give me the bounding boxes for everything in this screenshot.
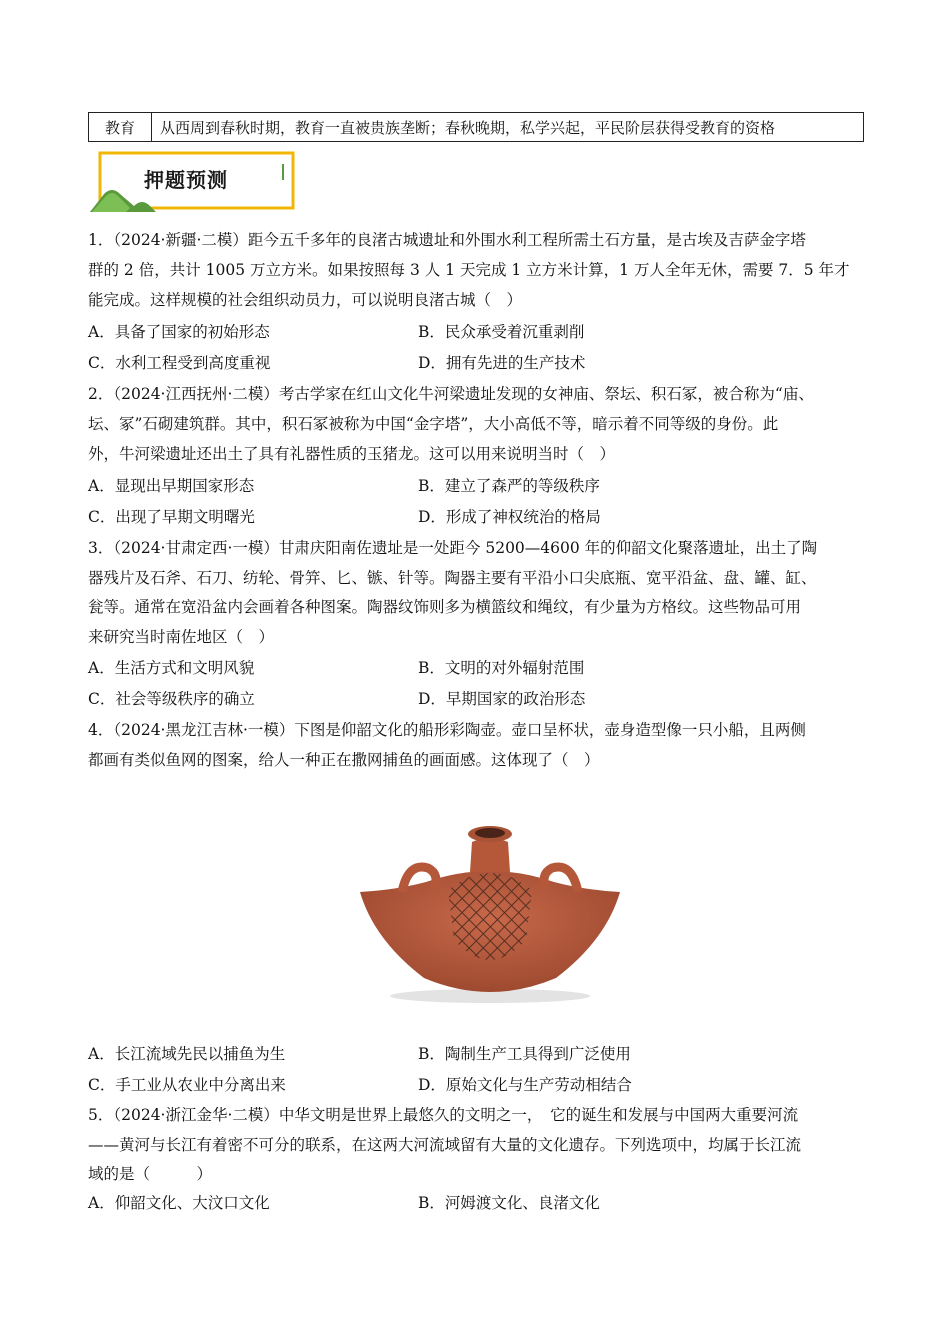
q5-line-1: 5．（2024·浙江金华·二模）中华文明是世界上最悠久的文明之一， 它的诞生和发展与中国两大重要河流: [88, 1106, 799, 1124]
q1-option-c[interactable]: C．水利工程受到高度重视: [88, 354, 271, 372]
q3-option-a[interactable]: A．生活方式和文明风貌: [88, 659, 255, 677]
q1-option-b[interactable]: B．民众承受着沉重剥削: [418, 323, 585, 341]
q5-line-2: ——黄河与长江有着密不可分的联系，在这两大河流域留有大量的文化遗存。下列选项中，均属于长江流: [88, 1136, 802, 1154]
pottery-pot-icon: [356, 820, 624, 1008]
q5-option-a[interactable]: A．仰韶文化、大汶口文化: [88, 1194, 270, 1212]
q1-line-3: 能完成。这样规模的社会组织动员力，可以说明良渚古城（ ）: [88, 291, 523, 309]
q2-option-a[interactable]: A．显现出早期国家形态: [88, 477, 255, 495]
table-label-cell: 教育: [89, 113, 152, 141]
q3-line-2: 器残片及石斧、石刀、纺轮、骨笄、匕、镞、针等。陶器主要有平沿小口尖底瓶、宽平沿盆、盘、罐、缸、: [88, 569, 817, 587]
q1-option-a[interactable]: A．具备了国家的初始形态: [88, 323, 270, 341]
q4-option-d[interactable]: D．原始文化与生产劳动相结合: [418, 1076, 632, 1094]
q3-option-b[interactable]: B．文明的对外辐射范围: [418, 659, 585, 677]
q2-option-b[interactable]: B．建立了森严的等级秩序: [418, 477, 600, 495]
q2-line-2: 坛、冢”石砌建筑群。其中，积石冢被称为中国“金字塔”，大小高低不等，暗示着不同等级的身份。此: [88, 415, 779, 433]
q2-option-d[interactable]: D．形成了神权统治的格局: [418, 508, 601, 526]
section-banner: [90, 150, 296, 212]
q3-line-4: 来研究当时南佐地区（ ）: [88, 628, 275, 646]
banner-title: 押题预测: [144, 168, 228, 192]
q1-line-2: 群的 2 倍，共计 1005 万立方米。如果按照每 3 人 1 天完成 1 立方米计算，1 万人全年无休，需要 7．5 年才: [88, 261, 850, 279]
q4-option-c[interactable]: C．手工业从农业中分离出来: [88, 1076, 286, 1094]
q3-option-d[interactable]: D．早期国家的政治形态: [418, 690, 586, 708]
q4-option-a[interactable]: A．长江流域先民以捕鱼为生: [88, 1045, 286, 1063]
q1-option-d[interactable]: D．拥有先进的生产技术: [418, 354, 586, 372]
q3-line-3: 瓮等。通常在宽沿盆内会画着各种图案。陶器纹饰则多为横篮纹和绳纹，有少量为方格纹。这些物品可用: [88, 598, 802, 616]
table-content-cell: 从西周到春秋时期，教育一直被贵族垄断；春秋晚期，私学兴起，平民阶层获得受教育的资格: [160, 118, 776, 137]
q3-option-c[interactable]: C．社会等级秩序的确立: [88, 690, 255, 708]
q2-line-3: 外，牛河梁遗址还出土了具有礼器性质的玉猪龙。这可以用来说明当时（ ）: [88, 445, 616, 463]
q4-line-2: 都画有类似鱼网的图案，给人一种正在撒网捕鱼的画面感。这体现了（ ）: [88, 751, 600, 769]
education-table-row: [88, 112, 864, 142]
q2-line-1: 2．（2024·江西抚州·二模）考古学家在红山文化牛河梁遗址发现的女神庙、祭坛、积石冢，被合称为“庙、: [88, 385, 814, 403]
q3-line-1: 3．（2024·甘肃定西·一模）甘肃庆阳南佐遗址是一处距今 5200—4600 年的仰韶文化聚落遗址，出土了陶: [88, 539, 818, 557]
boat-shaped-pottery-pot-image: [356, 820, 624, 1008]
q1-line-1: 1．（2024·新疆·二模）距今五千多年的良渚古城遗址和外围水利工程所需土石方量，是古埃及吉萨金字塔: [88, 231, 806, 249]
q4-option-b[interactable]: B．陶制生产工具得到广泛使用: [418, 1045, 631, 1063]
q4-line-1: 4．（2024·黑龙江吉林·一模）下图是仰韶文化的船形彩陶壶。壶口呈杯状，壶身造型像一只小船，且两侧: [88, 721, 806, 739]
q5-option-b[interactable]: B．河姆渡文化、良渚文化: [418, 1194, 600, 1212]
q5-line-3: 域的是（ ）: [88, 1165, 213, 1183]
q2-option-c[interactable]: C．出现了早期文明曙光: [88, 508, 255, 526]
